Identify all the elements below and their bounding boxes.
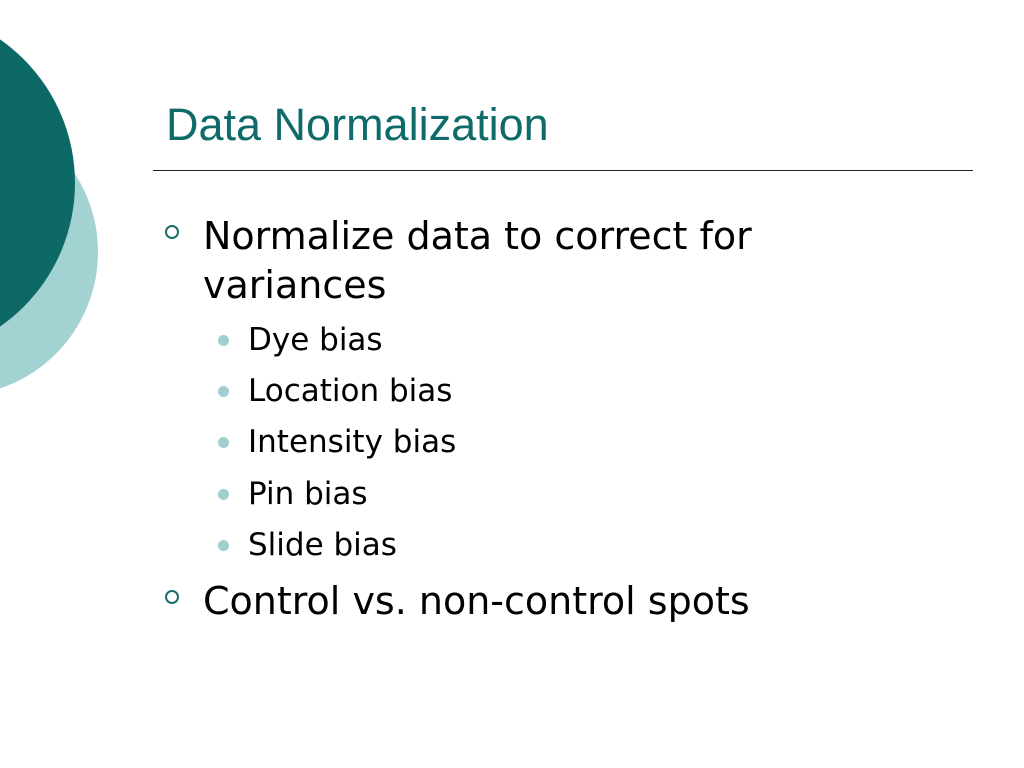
dot-bullet-icon (218, 386, 229, 397)
bullet-item-normalize-continued (203, 261, 386, 309)
hollow-circle-bullet-icon (165, 225, 179, 239)
slide-title: Data Normalization (166, 99, 549, 150)
dot-bullet-icon (218, 489, 229, 500)
sub-bullet-text: Location bias (248, 373, 453, 409)
sub-bullet-text: Slide bias (248, 527, 397, 563)
bullet-text: Control vs. non-control spots (203, 579, 750, 623)
bullet-item-normalize (203, 212, 752, 260)
sub-bullet-text: Dye bias (248, 322, 383, 358)
sub-bullet-text: Intensity bias (248, 424, 457, 460)
bullet-item-control-spots (203, 577, 750, 625)
dot-bullet-icon (218, 540, 229, 551)
sub-bullet-intensity-bias (248, 422, 456, 462)
sub-bullet-location-bias (248, 371, 452, 411)
dot-bullet-icon (218, 335, 229, 346)
dot-bullet-icon (218, 437, 229, 448)
bullet-text: Normalize data to correct for (203, 214, 752, 258)
sub-bullet-pin-bias (248, 474, 368, 514)
sub-bullet-text: Pin bias (248, 476, 368, 512)
title-divider (153, 170, 973, 171)
sub-bullet-slide-bias (248, 525, 397, 565)
hollow-circle-bullet-icon (165, 590, 179, 604)
sub-bullet-dye-bias (248, 320, 383, 360)
bullet-text: variances (203, 263, 387, 307)
